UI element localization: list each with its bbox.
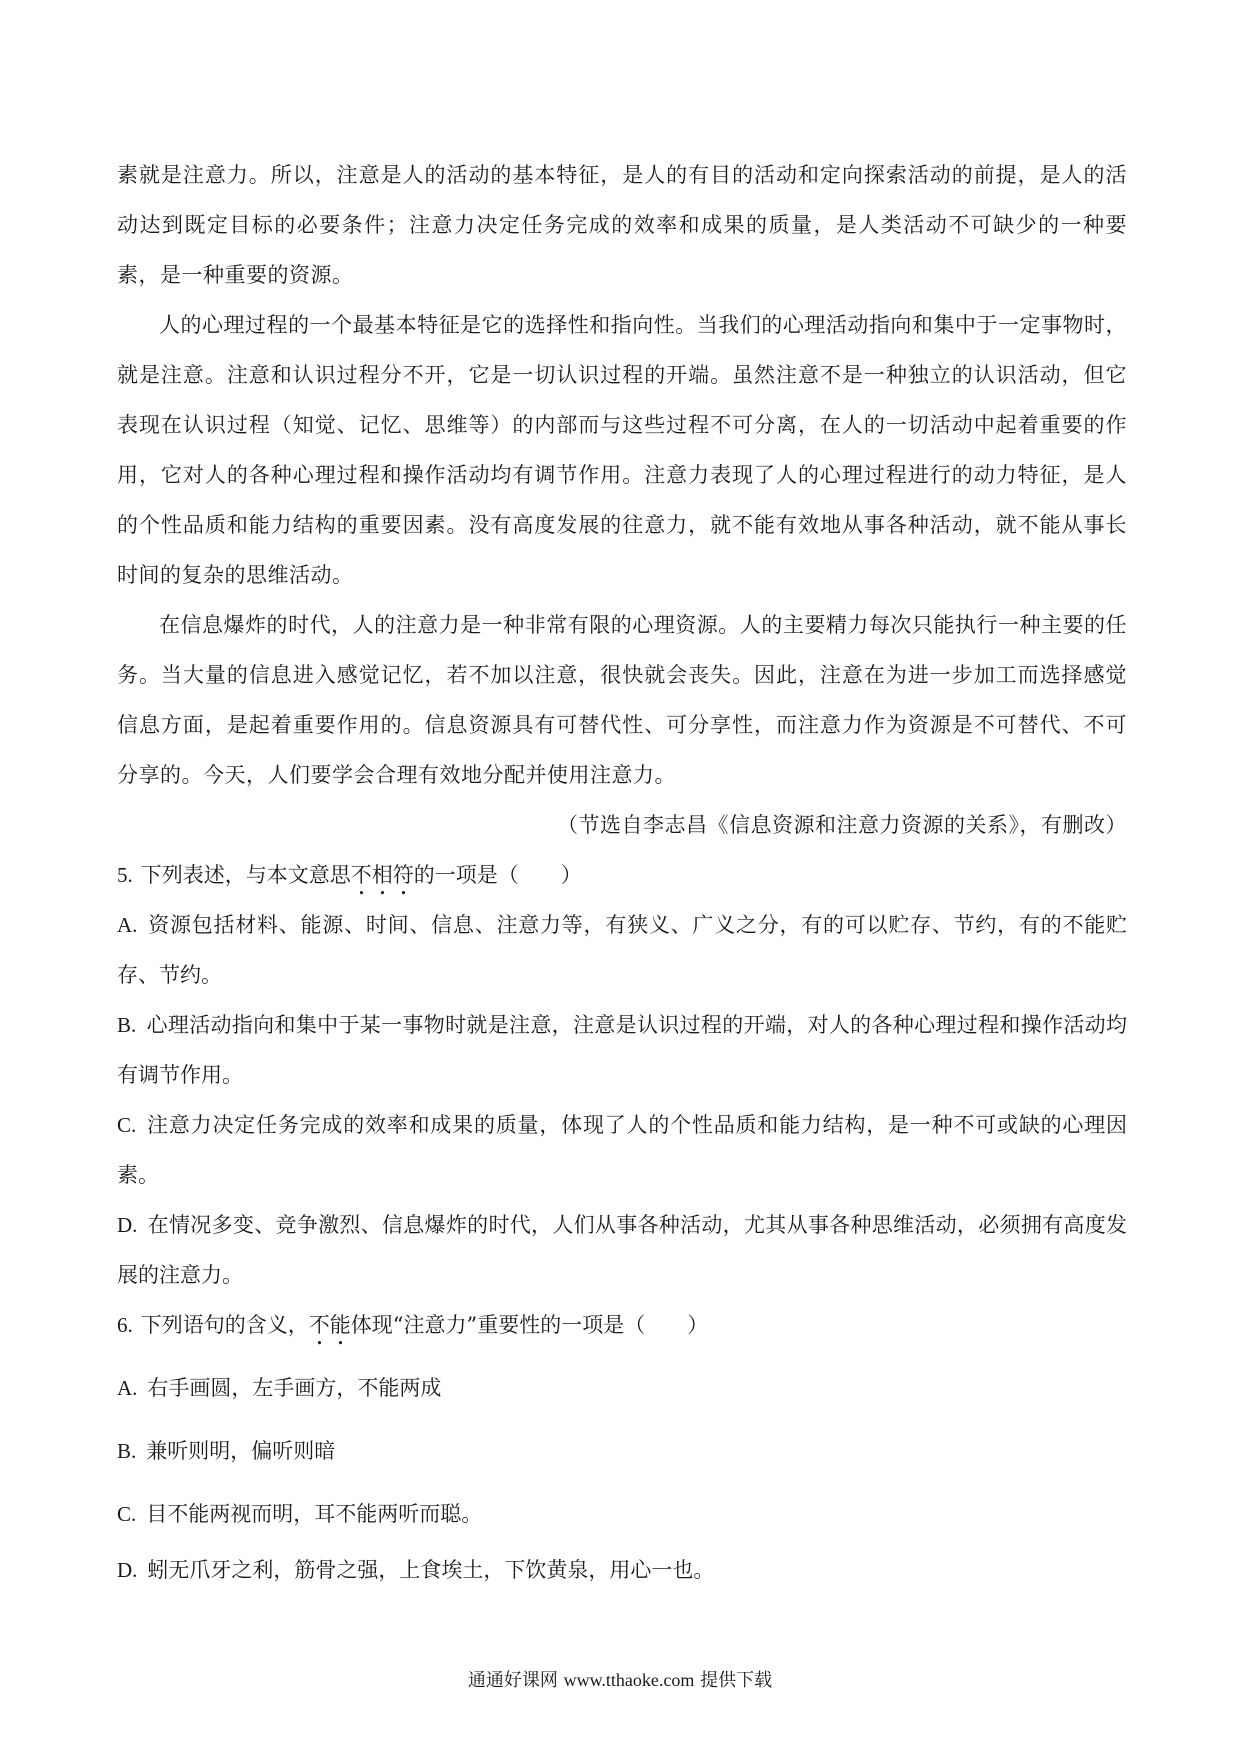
question-5-option-d	[117, 1200, 1127, 1300]
passage-paragraph-2: 人的心理过程的一个最基本特征是它的选择性和指向性。当我们的心理活动指向和集中于一定事物时，就是注意。注意和认识过程分不开，它是一切认识过程的开端。虽然注意不是一种独立的认识活动，但它表现在认识过程（知觉、记忆、思维等）的内部而与这些过程不可分离，在人的一切活动中起着重要的作用，它对人的各种心理过程和操作活动均有调节作用。注意力表现了人的心理过程进行的动力特征，是人的个性品质和能力结构的重要因素。没有高度发展的往意力，就不能有效地从事各种活动，就不能从事长时间的复杂的思维活动。	[117, 313, 1127, 587]
option-text: 目不能两视而明，耳不能两听而聪。	[146, 1502, 483, 1526]
option-letter: A.	[117, 1376, 138, 1400]
question-6-option-b	[117, 1426, 1127, 1476]
footer-url-link[interactable]: www.tthaoke.com	[563, 1670, 695, 1690]
question-5-stem	[117, 850, 1127, 900]
question-5-stem-after: 的一项是（ ）	[413, 863, 582, 887]
question-6-stem	[117, 1300, 1127, 1350]
page-footer	[0, 1665, 1240, 1696]
option-text: 资源包括材料、能源、时间、信息、注意力等，有狭义、广义之分，有的可以贮存、节约，有的不能贮存、节约。	[117, 913, 1127, 987]
question-6-option-a	[117, 1363, 1127, 1413]
question-6-emphasis: 不能	[308, 1313, 351, 1337]
question-5-option-c	[117, 1100, 1127, 1200]
question-5-stem-before: 下列表述，与本文意思	[140, 863, 351, 887]
option-letter: C.	[117, 1502, 137, 1526]
question-6-number: 6.	[117, 1313, 133, 1337]
question-6-option-d	[117, 1545, 1127, 1595]
question-6-option-c	[117, 1489, 1127, 1539]
footer-site-name: 通通好课网	[467, 1670, 558, 1691]
footer-suffix: 提供下载	[700, 1670, 773, 1691]
question-6-stem-before: 下列语句的含义，	[140, 1313, 309, 1337]
question-5-option-a	[117, 900, 1127, 1000]
question-5-emphasis: 不相符	[350, 863, 414, 887]
option-letter: C.	[117, 1113, 137, 1137]
option-letter: D.	[117, 1213, 138, 1237]
option-text: 在情况多变、竞争激烈、信息爆炸的时代，人们从事各种活动，尤其从事各种思维活动，必须拥有高度发展的注意力。	[117, 1213, 1127, 1287]
question-6-stem-after: 体现“注意力”重要性的一项是（ ）	[350, 1313, 709, 1337]
passage-source: （节选自李志昌《信息资源和注意力资源的关系》，有删改）	[557, 813, 1127, 837]
option-letter: B.	[117, 1013, 137, 1037]
passage-paragraph-3: 在信息爆炸的时代，人的注意力是一种非常有限的心理资源。人的主要精力每次只能执行一种主要的任务。当大量的信息进入感觉记忆，若不加以注意，很快就会丧失。因此，注意在为进一步加工而选择感觉信息方面，是起着重要作用的。信息资源具有可替代性、可分享性，而注意力作为资源是不可替代、不可分享的。今天，人们要学会合理有效地分配并使用注意力。	[117, 613, 1127, 787]
option-letter: B.	[117, 1439, 137, 1463]
option-text: 注意力决定任务完成的效率和成果的质量，体现了人的个性品质和能力结构，是一种不可或缺的心理因素。	[117, 1113, 1127, 1187]
option-text: 心理活动指向和集中于某一事物时就是注意，注意是认识过程的开端，对人的各种心理过程和操作活动均有调节作用。	[117, 1013, 1127, 1087]
passage-paragraph-1: 素就是注意力。所以，注意是人的活动的基本特征，是人的有目的活动和定向探索活动的前提，是人的活动达到既定目标的必要条件；注意力决定任务完成的效率和成果的质量，是人类活动不可缺少的一种要素，是一种重要的资源。	[117, 163, 1127, 287]
question-5-number: 5.	[117, 863, 133, 887]
option-text: 蚓无爪牙之利，筋骨之强，上食埃土，下饮黄泉，用心一也。	[147, 1558, 715, 1582]
option-text: 右手画圆，左手画方，不能两成	[147, 1376, 442, 1400]
option-text: 兼听则明，偏听则暗	[146, 1439, 336, 1463]
option-letter: D.	[117, 1558, 138, 1582]
question-5-option-b	[117, 1000, 1127, 1100]
option-letter: A.	[117, 913, 138, 937]
